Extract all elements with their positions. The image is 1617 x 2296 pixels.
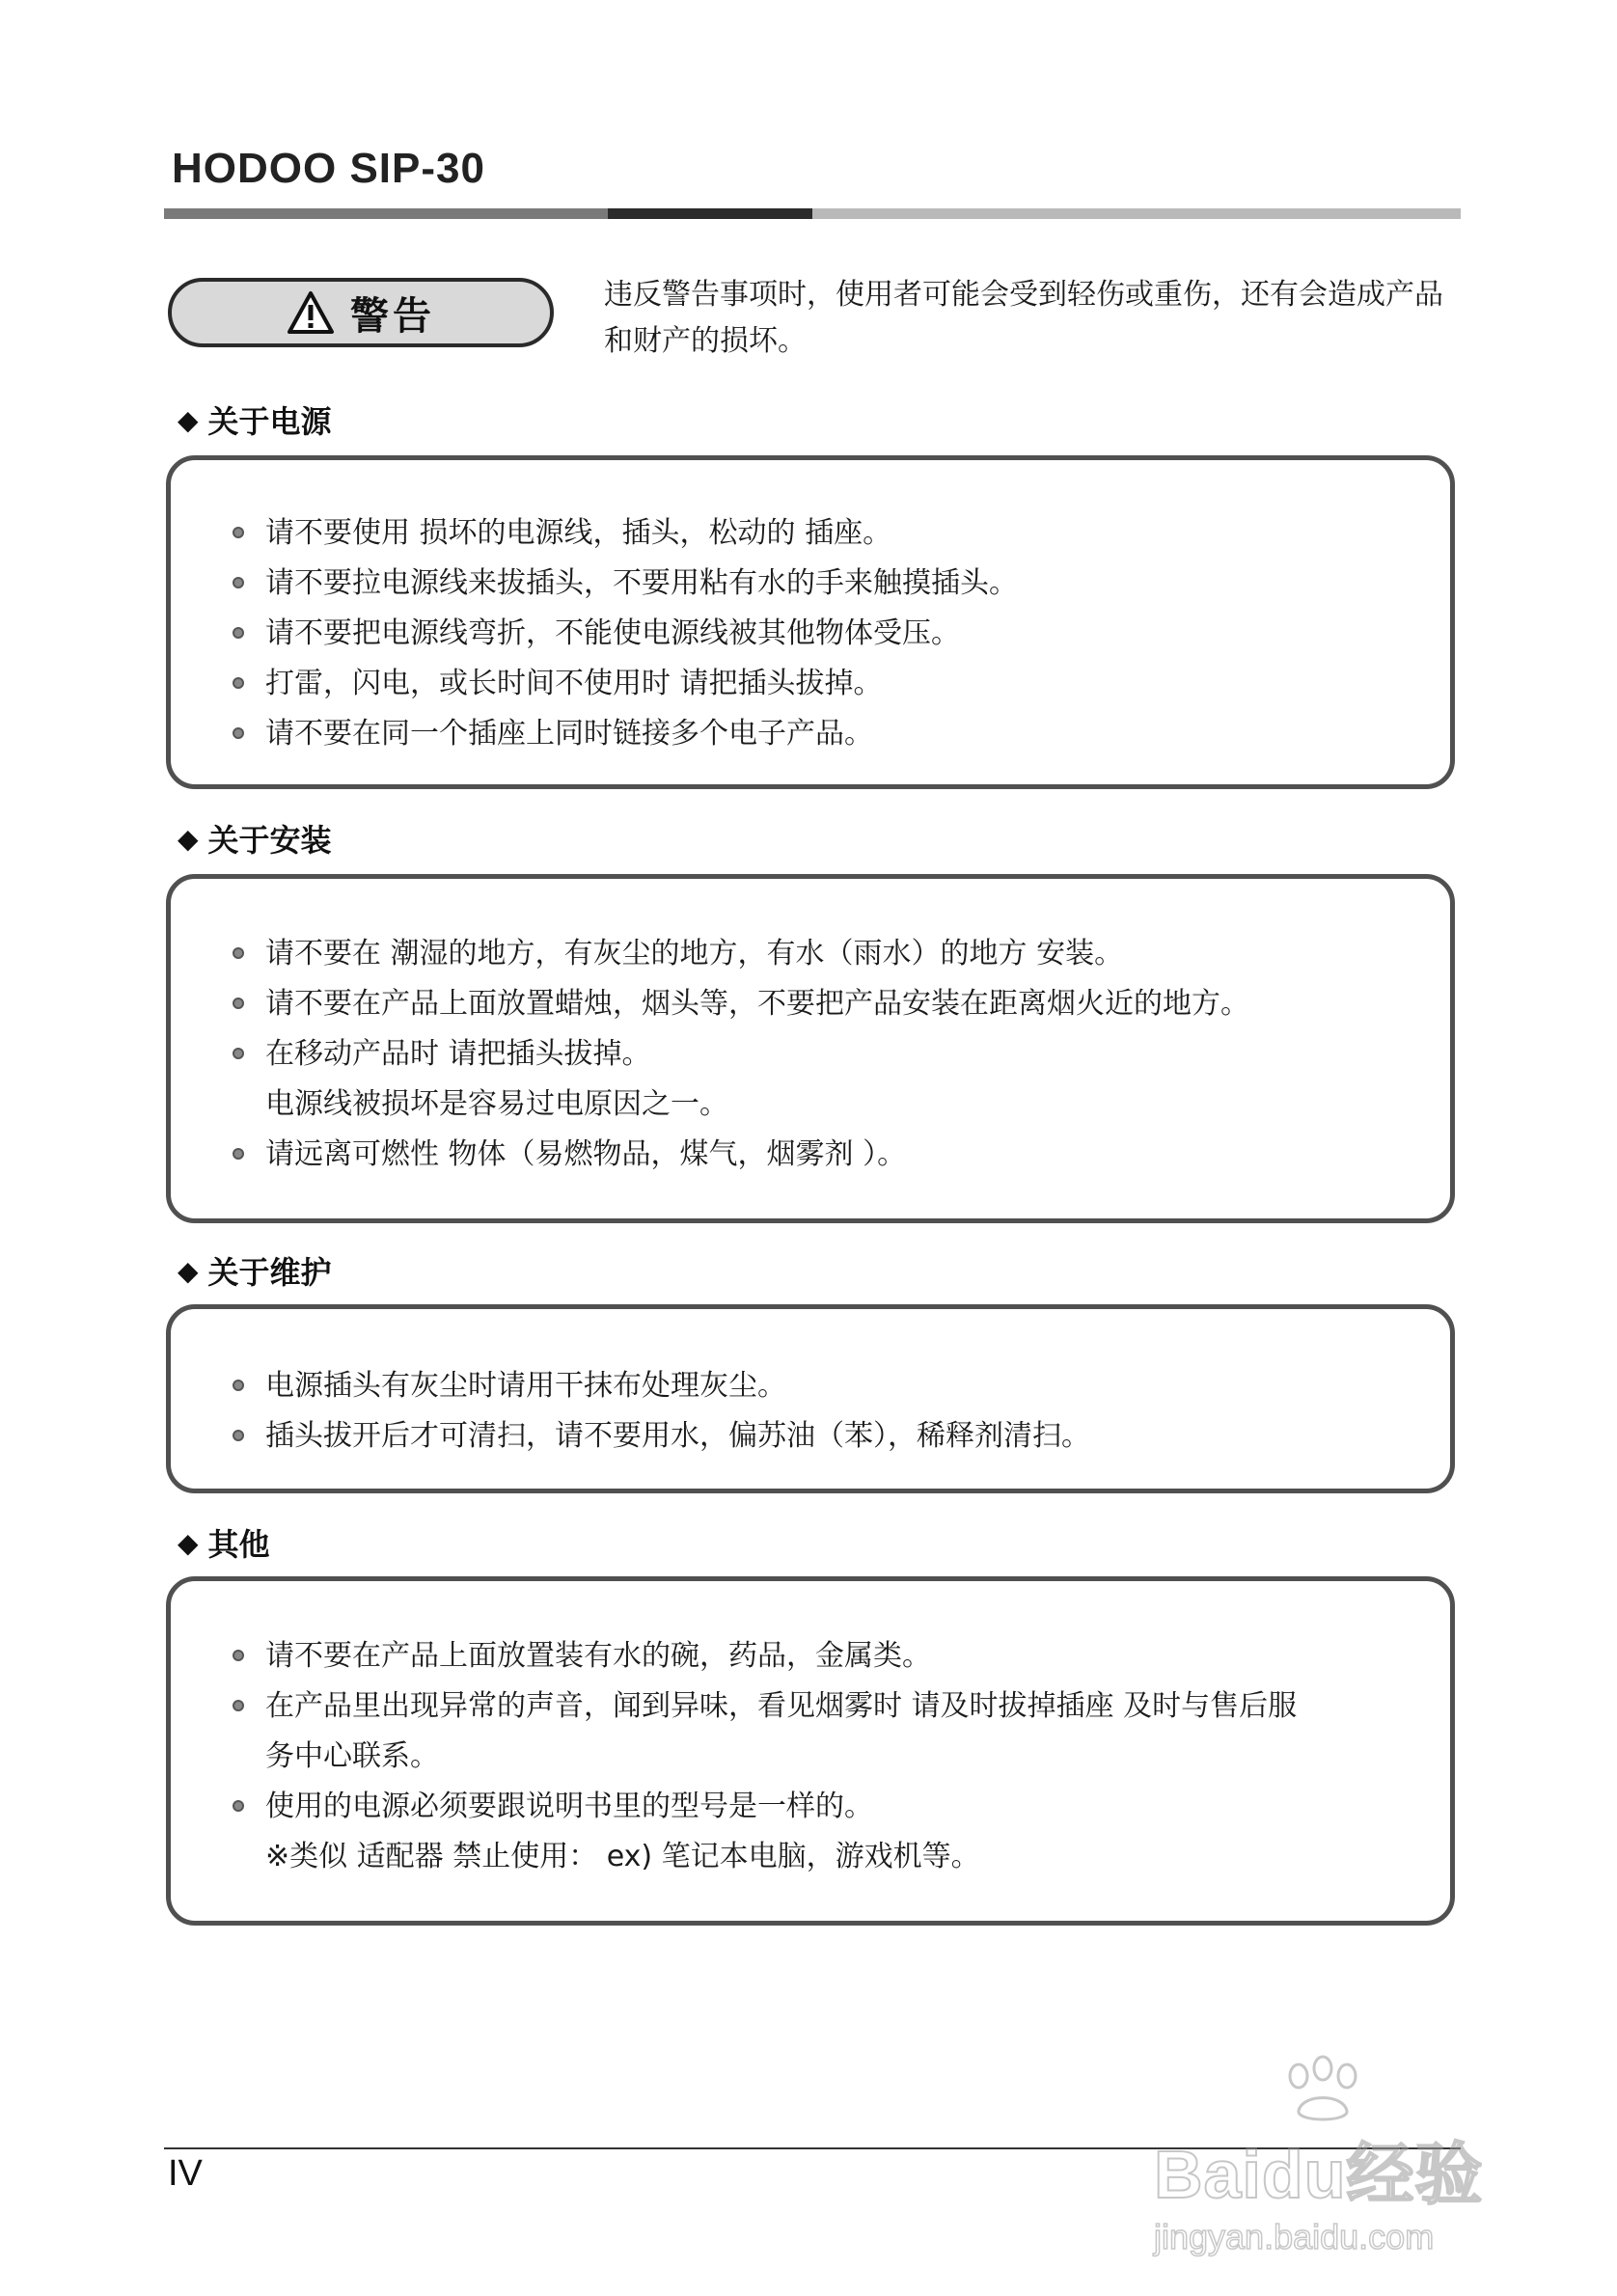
list-item: 请远离可燃性 物体（易燃物品，煤气，烟雾剂 ）。 (231, 1130, 1249, 1180)
bullet-dot-icon (233, 627, 244, 639)
list-item: 请不要使用 损坏的电源线，插头，松动的 插座。 (231, 508, 1018, 559)
section-title-maintenance (178, 1248, 332, 1293)
diamond-icon: ◆ (178, 822, 199, 855)
list-item: 电源插头有灰尘时请用干抹布处理灰尘。 (231, 1361, 1090, 1411)
section-title-text: 关于维护 (207, 1254, 332, 1291)
list-item: 请不要在 潮湿的地方，有灰尘的地方，有水（雨水）的地方 安装。 (231, 929, 1249, 979)
bullet-dot-icon (233, 727, 244, 739)
diamond-icon: ◆ (178, 1526, 199, 1559)
section-title-text: 其他 (207, 1526, 270, 1563)
header-bar-segment-light (812, 208, 1461, 219)
list-item: 打雷，闪电，或长时间不使用时 请把插头拔掉。 (231, 659, 1018, 709)
section-title-other (178, 1520, 270, 1565)
header-bar-segment-mid (164, 208, 608, 219)
list-item: 请不要在产品上面放置蜡烛，烟头等，不要把产品安装在距离烟火近的地方。 (231, 979, 1249, 1029)
section-title-text: 关于安装 (207, 822, 332, 859)
bullet-dot-icon (233, 947, 244, 959)
section-box-power (166, 455, 1455, 789)
list-item: 请不要拉电源线来拔插头，不要用粘有水的手来触摸插头。 (231, 559, 1018, 609)
section-title-installation (178, 816, 332, 861)
section-title-text: 关于电源 (207, 403, 332, 440)
section-box-other (166, 1576, 1455, 1926)
bullet-dot-icon (233, 1048, 244, 1059)
bullet-dot-icon (233, 677, 244, 689)
bullet-dot-icon (233, 1800, 244, 1812)
warning-label: 警告 (350, 293, 435, 339)
bullet-dot-icon (233, 1700, 244, 1711)
warning-description: 违反警告事项时，使用者可能会受到轻伤或重伤，还有会造成产品和财产的损坏。 (604, 278, 1443, 358)
watermark-brand: Baidu经验 (1154, 2137, 1484, 2212)
list-item: 请不要把电源线弯折，不能使电源线被其他物体受压。 (231, 609, 1018, 659)
list-item: 请不要在同一个插座上同时链接多个电子产品。 (231, 709, 1018, 759)
bullet-dot-icon (233, 1148, 244, 1160)
header-bar-segment-dark (608, 208, 812, 219)
warning-badge (168, 278, 554, 347)
bullet-dot-icon (233, 527, 244, 538)
list-item: 在移动产品时 请把插头拔掉。 电源线被损坏是容易过电原因之一。 (231, 1029, 1249, 1130)
section-title-power (178, 397, 332, 442)
watermark (1154, 2055, 1530, 2286)
header-title: HODOO SIP-30 (172, 145, 485, 192)
bullet-dot-icon (233, 1650, 244, 1661)
watermark-url: jingyan.baidu.com (1154, 2217, 1435, 2256)
section-box-installation (166, 874, 1455, 1223)
bullet-dot-icon (233, 998, 244, 1009)
diamond-icon: ◆ (178, 1254, 199, 1287)
bullet-dot-icon (233, 1380, 244, 1391)
section-box-maintenance (166, 1304, 1455, 1493)
bullet-dot-icon (233, 1430, 244, 1441)
list-item: 使用的电源必须要跟说明书里的型号是一样的。 ※类似 适配器 禁止使用： ex) 笔记本电脑，游戏机等。 (231, 1782, 1297, 1882)
list-item: 插头拔开后才可清扫，请不要用水，偏苏油（苯），稀释剂清扫。 (231, 1411, 1090, 1462)
page-number: IV (168, 2153, 203, 2194)
list-item: 在产品里出现异常的声音，闻到异味，看见烟雾时 请及时拔掉插座 及时与售后服 务中心联系。 (231, 1681, 1297, 1782)
diamond-icon: ◆ (178, 403, 199, 436)
bullet-dot-icon (233, 577, 244, 588)
warning-triangle-icon (287, 290, 335, 335)
list-item: 请不要在产品上面放置装有水的碗，药品，金属类。 (231, 1631, 1297, 1681)
